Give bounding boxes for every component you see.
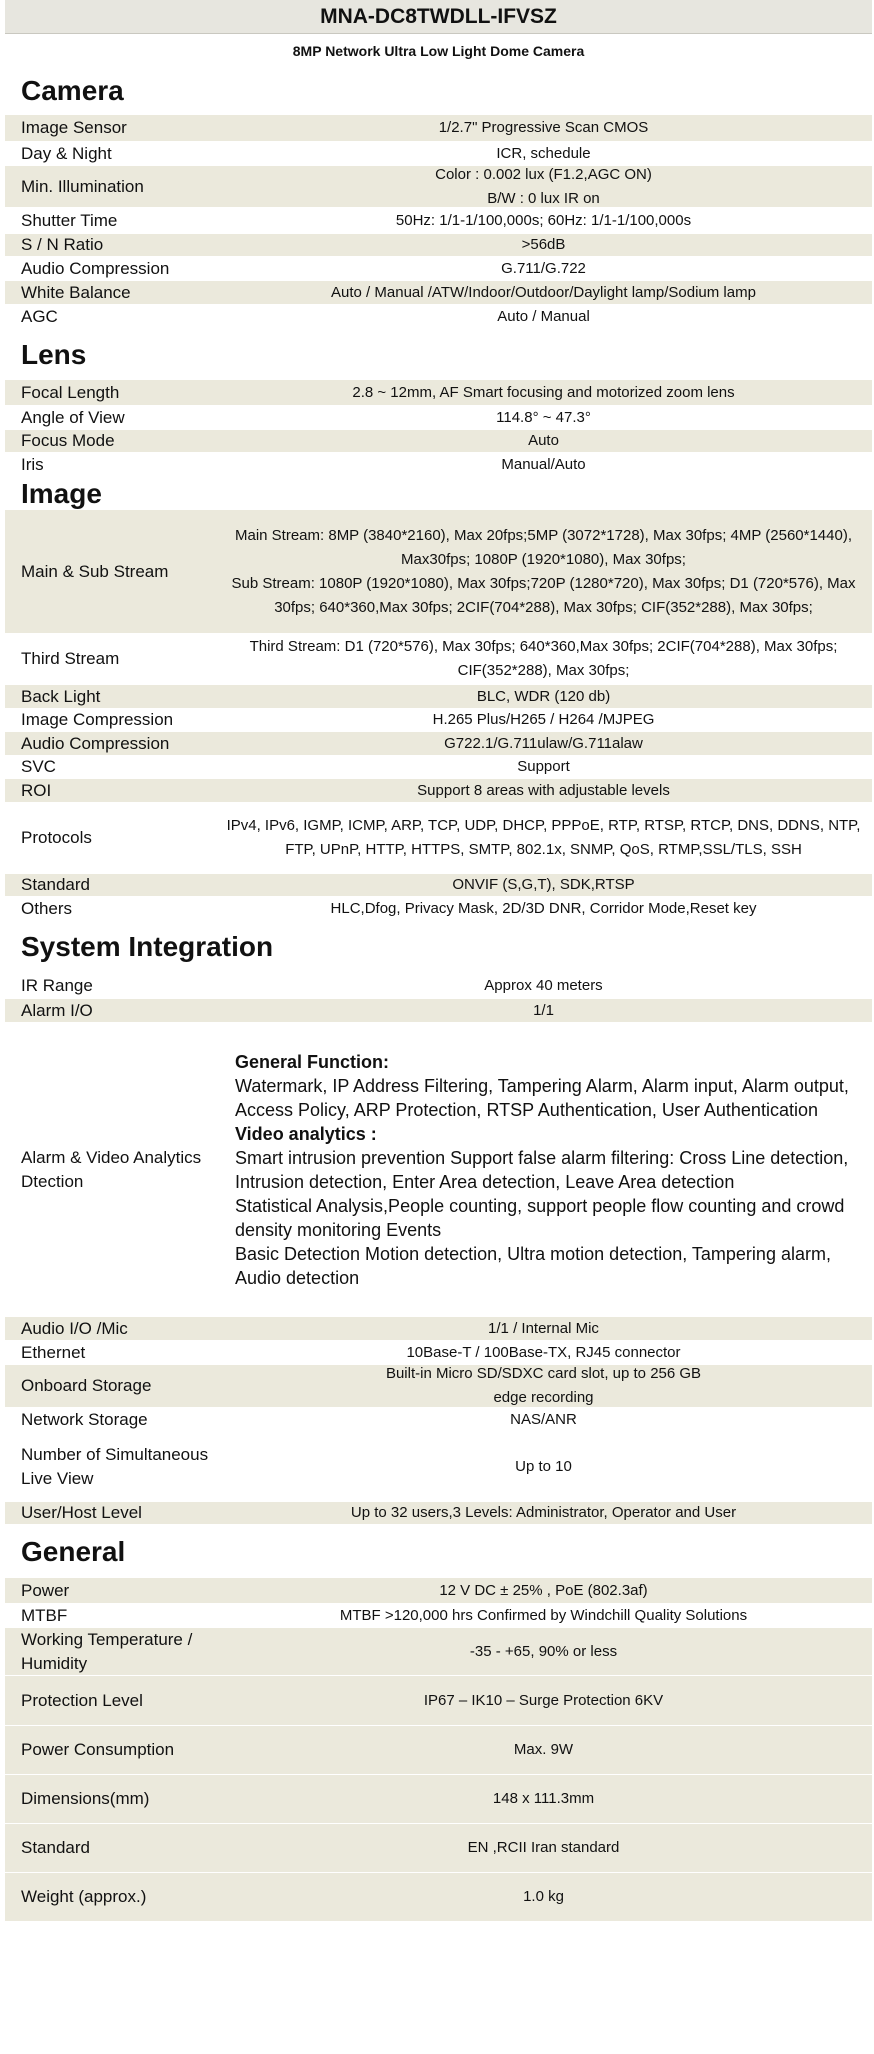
spec-value-line: BLC, WDR (120 db) <box>476 687 611 705</box>
spec-value-line: 148 x 111.3mm <box>492 1790 595 1807</box>
spec-row <box>5 897 872 921</box>
spec-value-line: 1/1 <box>533 1001 554 1019</box>
spec-value-heading: General Function: <box>235 1051 390 1072</box>
spec-row <box>5 1604 872 1628</box>
spec-row <box>5 166 872 208</box>
spec-value-line: 50Hz: 1/1-1/100,000s; 60Hz: 1/1-1/100,000s <box>395 211 692 229</box>
spec-value <box>215 406 872 430</box>
section-title: Lens <box>21 339 87 370</box>
spec-label: Min. Illumination <box>21 176 144 196</box>
spec-value <box>215 1885 872 1909</box>
spec-label: Audio Compression <box>21 258 170 278</box>
spec-value-line: Main Stream: 8MP (3840*2160), Max 20fps;5MP (3072*1728), Max 30fps; 4MP (2560*1440), Max30fps; 1080P (1920*1080), Max 30fps; <box>234 526 852 568</box>
spec-label: Working Temperature / Humidity <box>21 1629 193 1673</box>
spec-value <box>215 1836 872 1860</box>
spec-label: Number of Simultaneous Live View <box>21 1444 209 1488</box>
spec-label: Focus Mode <box>21 431 115 450</box>
spec-label: Focal Length <box>21 382 120 402</box>
spec-row <box>5 234 872 257</box>
spec-value <box>215 453 872 477</box>
spec-value-line: Smart intrusion prevention Support false alarm filtering: Cross Line detection, Intrusion detection, Enter Area detection, Leave Area detection <box>235 1147 849 1192</box>
spec-row <box>5 1824 872 1873</box>
spec-value <box>215 755 872 779</box>
spec-value-line: Auto / Manual /ATW/Indoor/Outdoor/Daylight lamp/Sodium lamp <box>331 283 756 301</box>
spec-value <box>215 732 872 756</box>
spec-label: Angle of View <box>21 407 125 427</box>
spec-value <box>215 233 872 257</box>
spec-value-line: Auto / Manual <box>497 308 590 325</box>
spec-row <box>5 709 872 732</box>
spec-value <box>215 116 872 140</box>
spec-row <box>5 305 872 330</box>
spec-value-line: -35 - +65, 90% or less <box>469 1642 618 1660</box>
spec-sections <box>5 67 872 1922</box>
spec-row <box>5 999 872 1023</box>
spec-label: S / N Ratio <box>21 235 104 254</box>
spec-value <box>215 1408 872 1432</box>
spec-value <box>215 1455 872 1479</box>
spec-value-line: 2.8 ~ 12mm, AF Smart focusing and motorized zoom lens <box>352 383 735 401</box>
spec-label: MTBF <box>21 1605 68 1625</box>
spec-value-line: EN ,RCII Iran standard <box>467 1839 620 1856</box>
spec-row <box>5 779 872 803</box>
spec-label: Weight (approx.) <box>21 1887 147 1906</box>
spec-value-line: IP67 – IK10 – Surge Protection 6KV <box>423 1691 664 1709</box>
spec-value <box>215 974 872 998</box>
spec-row <box>5 973 872 999</box>
spec-label: Image Sensor <box>21 118 127 137</box>
spec-label: Alarm I/O <box>21 1000 93 1020</box>
spec-label: Protection Level <box>21 1690 143 1710</box>
spec-row <box>5 208 872 234</box>
spec-value <box>215 381 872 405</box>
spec-label: Image Compression <box>21 710 174 729</box>
spec-value <box>215 685 872 709</box>
spec-value-line: Color : 0.002 lux (F1.2,AGC ON) <box>435 165 652 183</box>
spec-label: User/Host Level <box>21 1503 142 1522</box>
spec-value <box>215 1738 872 1762</box>
spec-row <box>5 634 872 685</box>
spec-row <box>5 756 872 779</box>
spec-value-line: Basic Detection Motion detection, Ultra motion detection, Tampering alarm, Audio detection <box>235 1243 831 1288</box>
spec-label: Standard <box>21 1838 90 1857</box>
spec-value-line: Auto <box>528 432 559 449</box>
spec-label: Network Storage <box>21 1409 148 1429</box>
spec-row <box>5 1317 872 1341</box>
spec-label: Dimensions(mm) <box>21 1789 150 1808</box>
spec-value <box>215 163 872 211</box>
spec-value <box>215 1501 872 1525</box>
spec-label: SVC <box>21 757 56 776</box>
spec-value-line: ICR, schedule <box>496 144 591 162</box>
spec-label: Iris <box>21 455 44 474</box>
spec-value <box>215 524 872 620</box>
spec-value-line: H.265 Plus/H265 / H264 /MJPEG <box>432 711 655 728</box>
spec-value-line: IPv4, IPv6, IGMP, ICMP, ARP, TCP, UDP, DHCP, PPPoE, RTP, RTSP, RTCP, DNS, DDNS, NTP, FTP, UPnP, HTTP, HTTPS, SMTP, 802.1x, SNMP, QoS, RTMP,SSL/TLS, SSH <box>226 817 861 858</box>
spec-value <box>215 708 872 732</box>
spec-value <box>215 1579 872 1603</box>
spec-row <box>5 406 872 430</box>
spec-value-line: Support 8 areas with adjustable levels <box>417 781 670 799</box>
spec-value-line: G722.1/G.711ulaw/G.711alaw <box>444 734 643 752</box>
spec-label: Protocols <box>21 828 92 847</box>
spec-value <box>215 814 872 862</box>
spec-row <box>5 1023 872 1317</box>
spec-value <box>215 257 872 281</box>
spec-label: Main & Sub Stream <box>21 561 169 581</box>
spec-value <box>215 999 872 1023</box>
spec-value-line: ONVIF (S,G,T), SDK,RTSP <box>452 876 635 893</box>
section-title: System Integration <box>21 931 274 962</box>
spec-value <box>215 1341 872 1365</box>
spec-value <box>215 635 872 683</box>
spec-value <box>215 1604 872 1628</box>
spec-row <box>5 1873 872 1922</box>
spec-value <box>215 429 872 453</box>
spec-row <box>5 874 872 897</box>
spec-row <box>5 1676 872 1726</box>
spec-label: Shutter Time <box>21 210 118 230</box>
spec-label: IR Range <box>21 975 93 995</box>
spec-row <box>5 803 872 874</box>
spec-value-line: G.711/G.722 <box>501 259 586 277</box>
spec-value <box>215 1362 872 1410</box>
spec-row <box>5 1408 872 1432</box>
spec-value-line: 1/2.7" Progressive Scan CMOS <box>438 119 649 136</box>
spec-row <box>5 732 872 756</box>
spec-value <box>215 209 872 233</box>
spec-value-line: Up to 32 users,3 Levels: Administrator, Operator and User <box>350 1504 737 1521</box>
model-title: MNA-DC8TWDLL-IFVSZ <box>5 0 872 34</box>
spec-value-line: Watermark, IP Address Filtering, Tampering Alarm, Alarm input, Alarm output, Access Policy, ARP Protection, RTSP Authentication, User Authentication <box>235 1075 849 1120</box>
spec-row <box>5 1628 872 1676</box>
spec-label: Alarm & Video Analytics Dtection <box>21 1147 202 1191</box>
spec-value-line: edge recording <box>493 1389 594 1406</box>
spec-row <box>5 453 872 478</box>
spec-value-line: Third Stream: D1 (720*576), Max 30fps; 640*360,Max 30fps; 2CIF(704*288), Max 30fps; CIF(352*288), Max 30fps; <box>249 638 838 679</box>
spec-label: Others <box>21 898 73 918</box>
spec-row <box>5 115 872 142</box>
section-title: General <box>21 1535 126 1567</box>
spec-row <box>5 430 872 453</box>
spec-row <box>5 685 872 709</box>
spec-value-line: 1/1 / Internal Mic <box>488 1319 599 1337</box>
spec-row <box>5 1365 872 1408</box>
section-title: Image <box>21 478 102 509</box>
spec-label: ROI <box>21 780 52 800</box>
spec-value <box>215 305 872 329</box>
section-title: Camera <box>21 75 124 106</box>
spec-value-line: NAS/ANR <box>510 1410 577 1428</box>
spec-row <box>5 1432 872 1502</box>
spec-value-line: Support <box>517 758 570 775</box>
spec-value-line: Manual/Auto <box>501 456 586 473</box>
spec-value-line: Statistical Analysis,People counting, support people flow counting and crowd density monitoring Events <box>235 1195 845 1240</box>
spec-label: Power Consumption <box>21 1740 175 1759</box>
spec-value <box>215 1317 872 1341</box>
spec-row <box>5 281 872 305</box>
spec-value <box>215 1640 872 1664</box>
spec-label: White Balance <box>21 282 131 302</box>
spec-value <box>215 897 872 921</box>
spec-label: Third Stream <box>21 649 120 668</box>
spec-value-line: 114.8° ~ 47.3° <box>496 408 591 426</box>
spec-sheet <box>5 0 872 1922</box>
spec-value-line: 1.0 kg <box>523 1888 564 1905</box>
spec-value-line: Built-in Micro SD/SDXC card slot, up to 256 GB <box>385 1365 702 1382</box>
spec-row <box>5 510 872 634</box>
spec-value <box>215 873 872 897</box>
spec-value-line: Approx 40 meters <box>484 976 603 994</box>
spec-label: Ethernet <box>21 1342 86 1362</box>
spec-label: Power <box>21 1580 70 1600</box>
product-subtitle: 8MP Network Ultra Low Light Dome Camera <box>292 42 585 59</box>
spec-value-line: 10Base-T / 100Base-TX, RJ45 connector <box>406 1343 681 1361</box>
spec-value <box>215 1050 872 1290</box>
spec-value-line: Up to 10 <box>515 1457 572 1475</box>
spec-label: Onboard Storage <box>21 1376 152 1395</box>
spec-value-line: B/W : 0 lux IR on <box>487 189 600 207</box>
spec-value-line: Sub Stream: 1080P (1920*1080), Max 30fps;720P (1280*720), Max 30fps; D1 (720*576), Max 30fps; 640*360,Max 30fps; 2CIF(704*288), Max 30fps; CIF(352*288), Max 30fps; <box>231 574 856 616</box>
spec-row <box>5 257 872 281</box>
spec-value-line: >56dB <box>521 236 566 253</box>
spec-label: AGC <box>21 307 58 326</box>
spec-value <box>215 779 872 803</box>
spec-label: Back Light <box>21 686 101 706</box>
spec-label: Audio Compression <box>21 733 170 753</box>
spec-value-line: HLC,Dfog, Privacy Mask, 2D/3D DNR, Corridor Mode,Reset key <box>330 899 757 917</box>
spec-row <box>5 1775 872 1824</box>
spec-row <box>5 1578 872 1604</box>
spec-label: Audio I/O /Mic <box>21 1318 128 1338</box>
spec-value-line: MTBF >120,000 hrs Confirmed by Windchill Quality Solutions <box>339 1606 748 1624</box>
spec-label: Standard <box>21 875 90 894</box>
spec-value <box>215 1689 872 1713</box>
spec-row <box>5 1726 872 1775</box>
spec-value <box>215 281 872 305</box>
spec-value-line: Max. 9W <box>513 1741 574 1758</box>
spec-value-heading: Video analytics : <box>235 1123 377 1144</box>
spec-row <box>5 1502 872 1525</box>
spec-value <box>215 1787 872 1811</box>
spec-row <box>5 380 872 406</box>
spec-label: Day & Night <box>21 143 112 163</box>
spec-value-line: 12 V DC ± 25% , PoE (802.3af) <box>439 1581 648 1599</box>
